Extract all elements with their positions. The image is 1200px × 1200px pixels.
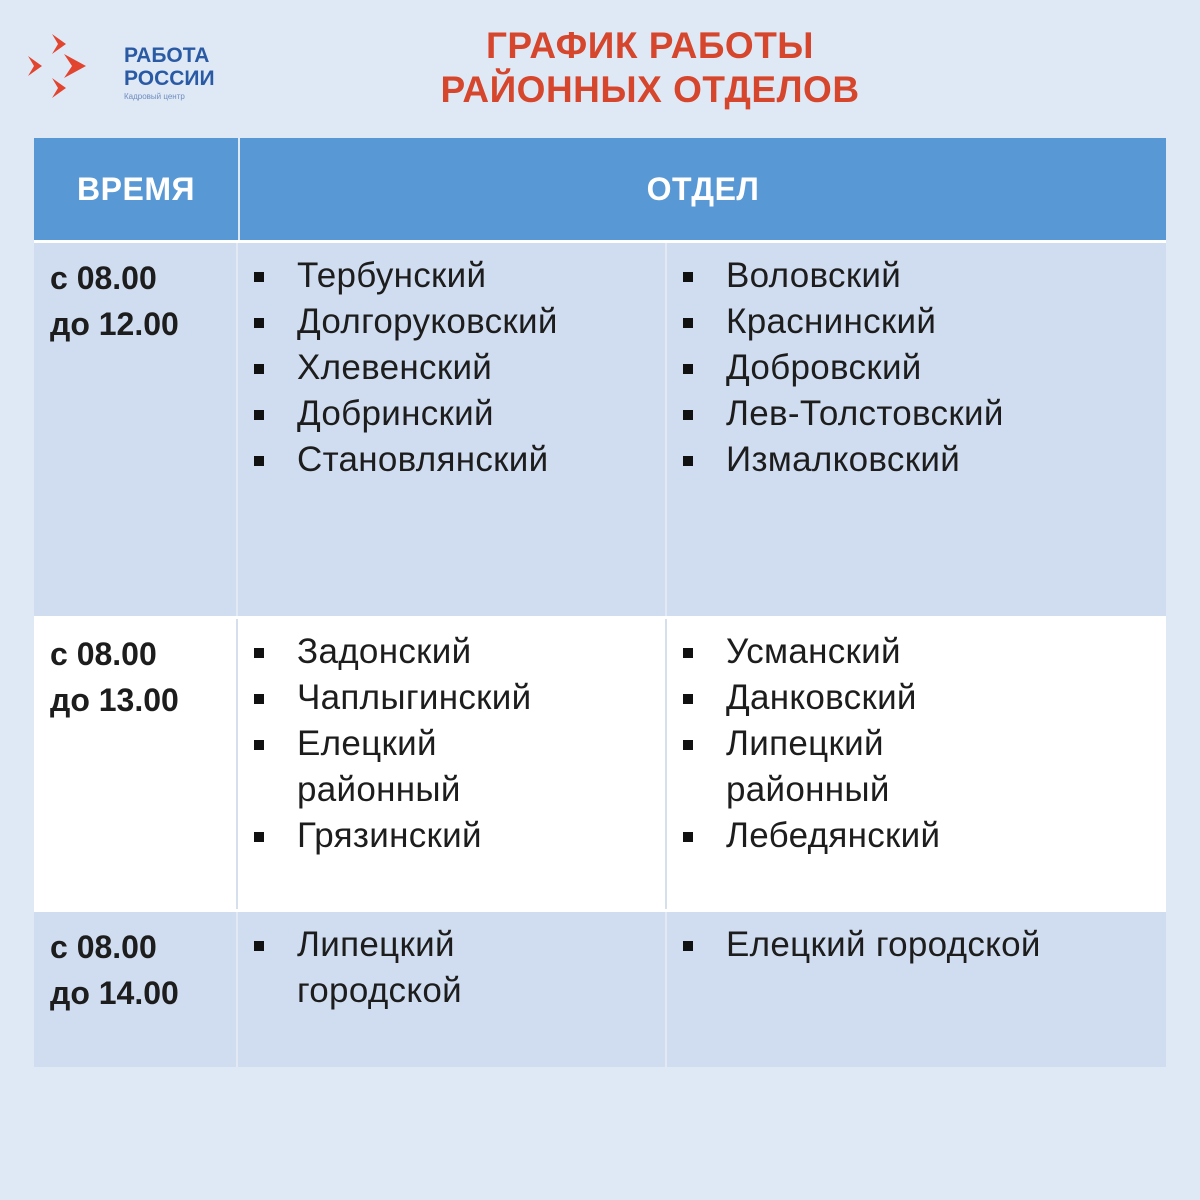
bullet-icon <box>254 410 264 420</box>
table-row <box>34 240 1166 616</box>
bullet-icon <box>254 456 264 466</box>
logo-arrows-icon <box>24 30 96 102</box>
dept-cell-left <box>238 619 667 909</box>
table-row <box>34 616 1166 909</box>
list-item: Липецкий городской <box>254 922 665 1014</box>
bullet-icon <box>254 740 264 750</box>
dept-cell-left <box>238 243 667 616</box>
logo-subtitle: Кадровый центр <box>124 92 185 101</box>
bullet-icon <box>683 410 693 420</box>
list-item: Долгоруковский <box>254 299 665 345</box>
bullet-icon <box>683 318 693 328</box>
list-item: Становлянский <box>254 437 665 483</box>
list-item: Чаплыгинский <box>254 675 665 721</box>
list-item: Липецкий районный <box>683 721 1166 813</box>
list-item: Измалковский <box>683 437 1166 483</box>
list-item: Задонский <box>254 629 665 675</box>
logo-line2: РОССИИ <box>124 67 215 90</box>
list-item: Усманский <box>683 629 1166 675</box>
list-item: Данковский <box>683 675 1166 721</box>
list-item: Елецкий городской <box>683 922 1166 968</box>
table-row <box>34 909 1166 1067</box>
title-line2: РАЙОННЫХ ОТДЕЛОВ <box>440 69 860 110</box>
time-to: до 14.00 <box>50 975 179 1011</box>
time-cell <box>34 243 238 616</box>
header-dept: ОТДЕЛ <box>646 170 760 207</box>
time-from: с 08.00 <box>50 929 157 965</box>
bullet-icon <box>254 318 264 328</box>
list-item: Тербунский <box>254 253 665 299</box>
bullet-icon <box>683 832 693 842</box>
time-from: с 08.00 <box>50 260 157 296</box>
list-item: Елецкий районный <box>254 721 665 813</box>
list-item: Добровский <box>683 345 1166 391</box>
list-item: Краснинский <box>683 299 1166 345</box>
list-item: Хлевенский <box>254 345 665 391</box>
table-header <box>34 138 1166 240</box>
bullet-icon <box>683 694 693 704</box>
bullet-icon <box>683 364 693 374</box>
list-item: Воловский <box>683 253 1166 299</box>
dept-cell-right <box>667 243 1166 616</box>
page-title <box>380 24 920 112</box>
logo-line1: РАБОТА <box>124 44 210 67</box>
list-item: Лев-Толстовский <box>683 391 1166 437</box>
bullet-icon <box>254 941 264 951</box>
title-line1: ГРАФИК РАБОТЫ <box>485 25 815 66</box>
bullet-icon <box>254 648 264 658</box>
logo-text <box>124 44 215 90</box>
bullet-icon <box>254 694 264 704</box>
list-item: Лебедянский <box>683 813 1166 859</box>
bullet-icon <box>254 364 264 374</box>
dept-cell-right <box>667 912 1166 1067</box>
bullet-icon <box>254 272 264 282</box>
dept-cell-right <box>667 619 1166 909</box>
logo <box>24 30 214 110</box>
time-to: до 13.00 <box>50 682 179 718</box>
bullet-icon <box>683 648 693 658</box>
bullet-icon <box>683 456 693 466</box>
dept-cell-left <box>238 912 667 1067</box>
time-from: с 08.00 <box>50 636 157 672</box>
schedule-table <box>34 138 1166 1067</box>
bullet-icon <box>683 740 693 750</box>
list-item: Грязинский <box>254 813 665 859</box>
bullet-icon <box>254 832 264 842</box>
time-to: до 12.00 <box>50 306 179 342</box>
list-item: Добринский <box>254 391 665 437</box>
time-cell <box>34 912 238 1067</box>
time-cell <box>34 619 238 909</box>
bullet-icon <box>683 272 693 282</box>
header-time: ВРЕМЯ <box>34 138 240 240</box>
bullet-icon <box>683 941 693 951</box>
